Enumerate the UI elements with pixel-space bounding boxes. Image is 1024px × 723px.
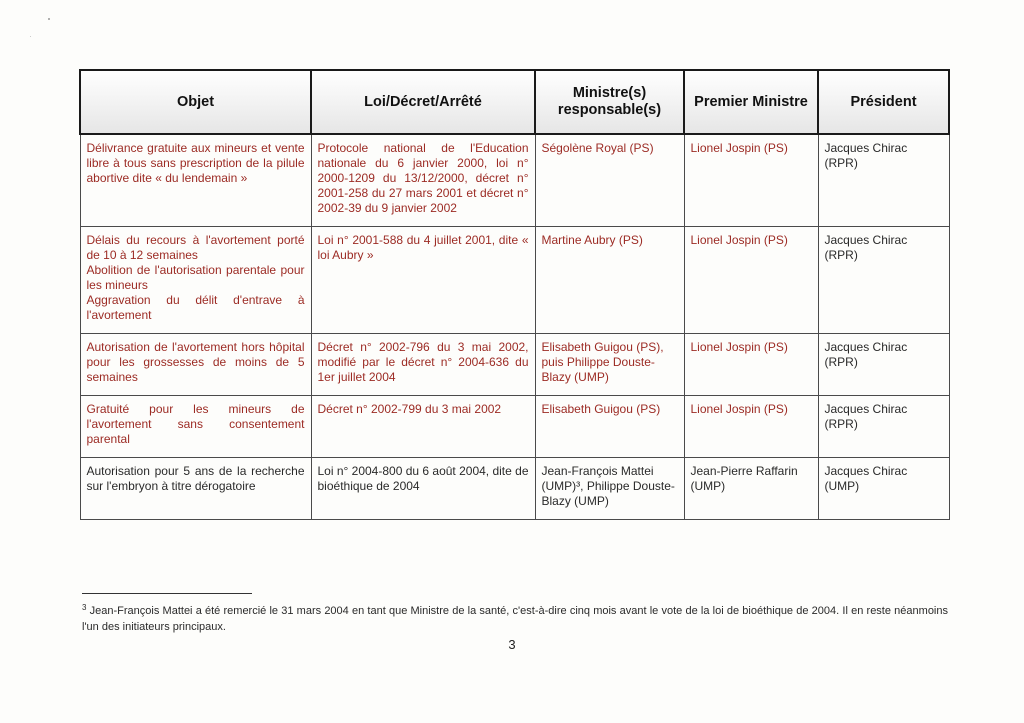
footnote xyxy=(82,600,948,635)
table-row xyxy=(80,458,949,520)
column-header-president: Président xyxy=(818,70,949,134)
column-header-ministre: Ministre(s) responsable(s) xyxy=(535,70,684,134)
cell-loi: Loi n° 2001-588 du 4 juillet 2001, dite « loi Aubry » xyxy=(311,227,535,334)
objet-line: Délais du recours à l'avortement porté de 10 à 12 semaines xyxy=(86,233,305,262)
cell-premier-ministre: Lionel Jospin (PS) xyxy=(684,396,818,458)
cell-ministre: Jean-François Mattei (UMP)³, Philippe Douste-Blazy (UMP) xyxy=(535,458,684,520)
table-row xyxy=(80,396,949,458)
cell-objet xyxy=(80,334,311,396)
cell-loi: Décret n° 2002-799 du 3 mai 2002 xyxy=(311,396,535,458)
objet-line: Gratuité pour les mineurs de l'avortement sans consentement parental xyxy=(86,402,305,446)
table-body xyxy=(80,134,949,520)
cell-loi: Loi n° 2004-800 du 6 août 2004, dite de bioéthique de 2004 xyxy=(311,458,535,520)
footnote-text: Jean-François Mattei a été remercié le 31 mars 2004 en tant que Ministre de la santé, c'est-à-dire cinq mois avant le vote de la loi de bioéthique de 2004. Il en reste néanmoins l'un des initiateurs principaux. xyxy=(82,605,948,633)
column-header-objet: Objet xyxy=(80,70,311,134)
table-row xyxy=(80,334,949,396)
column-header-loi: Loi/Décret/Arrêté xyxy=(311,70,535,134)
cell-president: Jacques Chirac (RPR) xyxy=(818,134,949,227)
cell-premier-ministre: Lionel Jospin (PS) xyxy=(684,134,818,227)
cell-premier-ministre: Lionel Jospin (PS) xyxy=(684,227,818,334)
cell-objet xyxy=(80,134,311,227)
scan-speck xyxy=(48,18,50,20)
legislation-table xyxy=(79,69,950,520)
cell-objet xyxy=(80,396,311,458)
cell-premier-ministre: Lionel Jospin (PS) xyxy=(684,334,818,396)
cell-ministre: Elisabeth Guigou (PS), puis Philippe Douste-Blazy (UMP) xyxy=(535,334,684,396)
page-number: 3 xyxy=(508,637,516,652)
table-row xyxy=(80,227,949,334)
footnote-marker: 3 xyxy=(82,603,87,612)
cell-objet xyxy=(80,227,311,334)
cell-ministre: Ségolène Royal (PS) xyxy=(535,134,684,227)
cell-loi: Protocole national de l'Education nationale du 6 janvier 2000, loi n° 2000-1209 du 13/12/2000, décret n° 2001-258 du 27 mars 2001 et décret n° 2002-39 du 9 janvier 2002 xyxy=(311,134,535,227)
cell-ministre: Elisabeth Guigou (PS) xyxy=(535,396,684,458)
objet-line: Abolition de l'autorisation parentale pour les mineurs xyxy=(86,263,305,292)
cell-president: Jacques Chirac (RPR) xyxy=(818,227,949,334)
objet-line: Aggravation du délit d'entrave à l'avortement xyxy=(86,293,305,322)
cell-premier-ministre: Jean-Pierre Raffarin (UMP) xyxy=(684,458,818,520)
footnote-rule xyxy=(82,593,252,594)
cell-president: Jacques Chirac (RPR) xyxy=(818,334,949,396)
scan-speck xyxy=(30,36,31,37)
cell-loi: Décret n° 2002-796 du 3 mai 2002, modifié par le décret n° 2004-636 du 1er juillet 2004 xyxy=(311,334,535,396)
cell-ministre: Martine Aubry (PS) xyxy=(535,227,684,334)
column-header-premier-ministre: Premier Ministre xyxy=(684,70,818,134)
cell-president: Jacques Chirac (RPR) xyxy=(818,396,949,458)
table-row xyxy=(80,134,949,227)
table-header-row xyxy=(80,70,949,134)
objet-line: Délivrance gratuite aux mineurs et vente libre à tous sans prescription de la pilule abortive dite « du lendemain » xyxy=(86,141,305,185)
objet-line: Autorisation pour 5 ans de la recherche sur l'embryon à titre dérogatoire xyxy=(86,464,305,493)
cell-objet xyxy=(80,458,311,520)
cell-president: Jacques Chirac (UMP) xyxy=(818,458,949,520)
objet-line: Autorisation de l'avortement hors hôpital pour les grossesses de moins de 5 semaines xyxy=(86,340,305,384)
